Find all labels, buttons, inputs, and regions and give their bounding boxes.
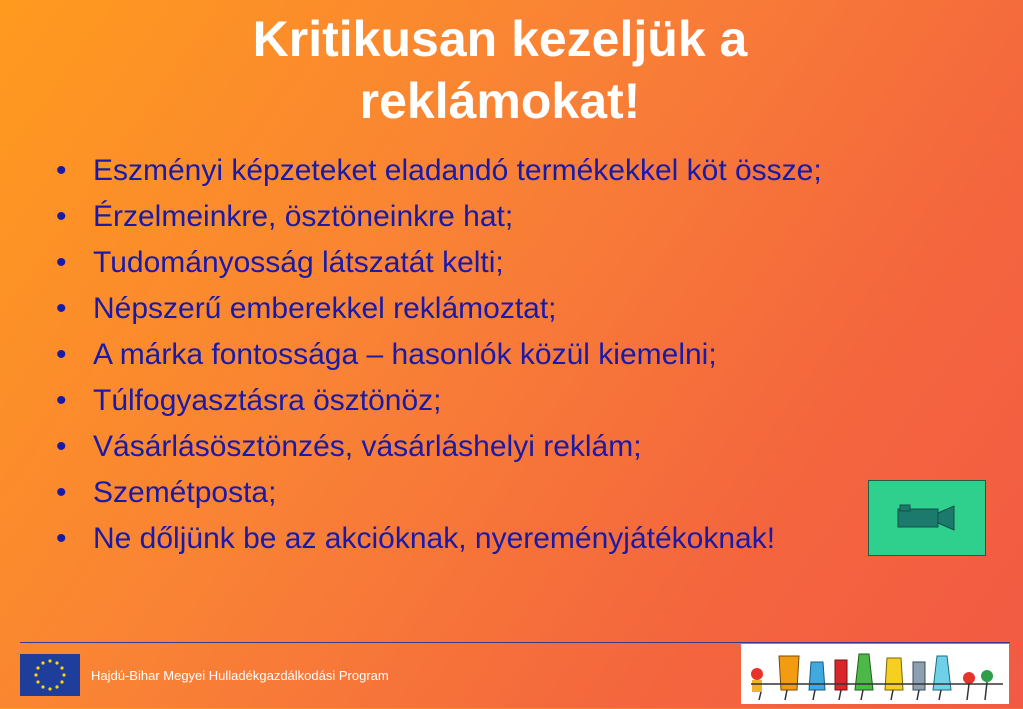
- eu-flag-icon: [20, 654, 80, 696]
- bullet-item-1: • Eszményi képzeteket eladandó termékekkel köt össze;: [56, 154, 956, 188]
- slide-title-line-1: Kritikusan kezeljük a: [252, 11, 748, 67]
- bullet-item-2: • Érzelmeinkre, ösztöneinkre hat;: [56, 200, 956, 234]
- bullet-list: [56, 154, 956, 568]
- bullet-item-4: • Népszerű emberekkel reklámoztat;: [56, 292, 956, 326]
- bullet-item-6: • Túlfogyasztásra ösztönöz;: [56, 384, 956, 418]
- footer-divider: [20, 642, 1010, 643]
- bullet-item-3: • Tudományosság látszatát kelti;: [56, 246, 956, 280]
- bullet-item-7: • Vásárlásösztönzés, vásárláshelyi reklám;: [56, 430, 956, 464]
- footer-program-text: Hajdú-Bihar Megyei Hulladékgazdálkodási Program: [91, 668, 389, 683]
- video-camera-icon: [896, 502, 958, 534]
- slide-title-line-2: reklámokat!: [359, 73, 641, 129]
- bullet-item-8: • Szemétposta;: [56, 476, 956, 510]
- waste-mascots-logo: [741, 644, 1009, 704]
- bullet-item-9: • Ne dőljünk be az akcióknak, nyereményjátékoknak!: [56, 522, 956, 556]
- play-video-button[interactable]: [868, 480, 986, 556]
- bullet-item-5: • A márka fontossága – hasonlók közül kiemelni;: [56, 338, 956, 372]
- slide-title: [0, 8, 1000, 132]
